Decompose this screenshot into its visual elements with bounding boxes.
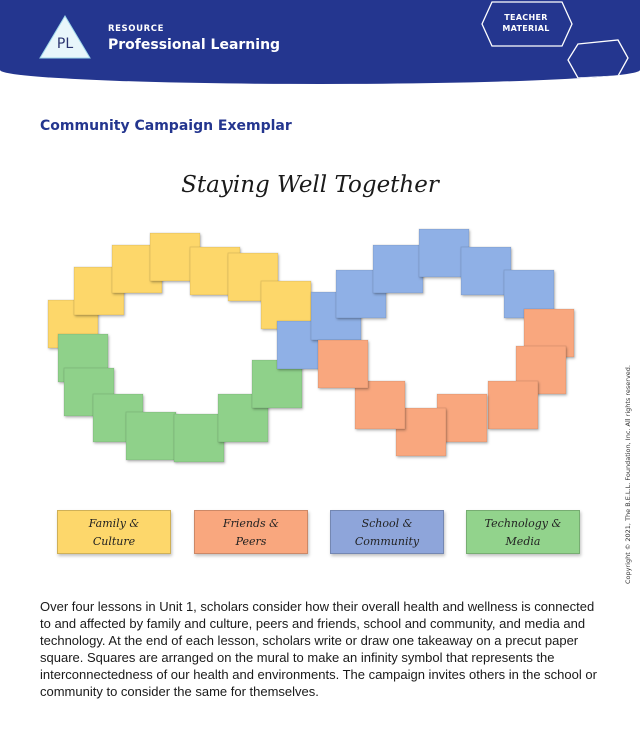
badge-line-1: TEACHER bbox=[504, 13, 548, 22]
legend-label-line-2: Culture bbox=[92, 535, 136, 548]
logo-text: PL bbox=[56, 36, 74, 52]
header-banner bbox=[0, 0, 640, 84]
legend-label-line-1: School & bbox=[361, 517, 413, 530]
mural-square-school-community bbox=[461, 247, 511, 295]
legend-box bbox=[330, 510, 444, 554]
mural-title: Staying Well Together bbox=[181, 172, 439, 198]
body-paragraph: Over four lessons in Unit 1, scholars consider how their overall health and wellness is connected to and affected by family and culture, peers and friends, school and community, and media and technology. At the end of each lesson, scholars write or draw one takeaway on a precut paper square. Squares are arranged on the mural to make an infinity symbol that represents the interconnectedness of our health and environments. The campaign invites others in the school or community to consider the same for themselves. bbox=[40, 599, 597, 699]
legend-label-line-1: Family & bbox=[88, 517, 140, 530]
legend-label bbox=[195, 513, 307, 551]
mural-square-friends-peers bbox=[318, 340, 368, 388]
legend-box bbox=[57, 510, 171, 554]
legend-box bbox=[194, 510, 308, 554]
legend-label-line-2: Community bbox=[354, 535, 420, 548]
mural-square-technology-media bbox=[174, 414, 224, 462]
mural-square-friends-peers bbox=[488, 381, 538, 429]
legend-label bbox=[467, 513, 579, 551]
resource-title: Professional Learning bbox=[108, 37, 281, 53]
badge-line-2: MATERIAL bbox=[502, 24, 550, 33]
legend-label bbox=[331, 513, 443, 551]
legend-label-line-2: Peers bbox=[235, 535, 267, 548]
copyright-notice: Copyright © 2021, The B.E.L.L. Foundation, Inc. All rights reserved. bbox=[624, 365, 632, 584]
legend-label bbox=[58, 513, 170, 551]
resource-label: RESOURCE bbox=[108, 24, 164, 34]
legend-label-line-1: Friends & bbox=[223, 517, 279, 530]
legend-label-line-2: Media bbox=[505, 535, 541, 548]
legend-box bbox=[466, 510, 580, 554]
mural-square-school-community bbox=[373, 245, 423, 293]
infinity-mural bbox=[0, 150, 640, 480]
legend-label-line-1: Technology & bbox=[484, 517, 562, 530]
teacher-material-badge bbox=[492, 12, 560, 34]
mural-square-technology-media bbox=[126, 412, 176, 460]
section-title: Community Campaign Exemplar bbox=[40, 118, 292, 134]
